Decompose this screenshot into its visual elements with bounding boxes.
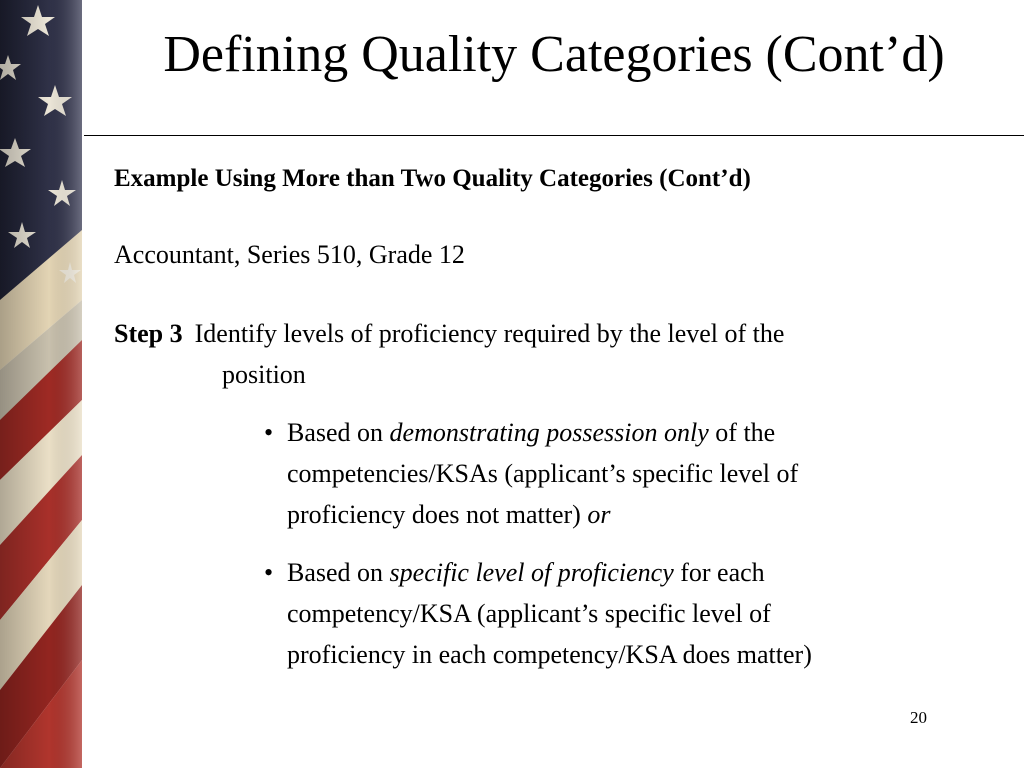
bullet-line (287, 412, 1004, 453)
bullet-line: proficiency in each competency/KSA does matter) (287, 640, 812, 669)
page-number: 20 (910, 708, 927, 727)
bullet-icon: • (264, 418, 274, 447)
step-line (114, 313, 1014, 354)
bullet-text (287, 552, 1004, 675)
bullet-line: competency/KSA (applicant’s specific level of (287, 599, 771, 628)
bullet-emphasis: demonstrating possession only (389, 418, 709, 447)
bullet-text-segment: of the (708, 418, 776, 447)
bullet-line: competencies/KSAs (applicant’s specific level of (287, 459, 799, 488)
bullet-text-segment: Based on (287, 418, 390, 447)
bullet-text (287, 412, 1004, 535)
job-description: Accountant, Series 510, Grade 12 (114, 240, 465, 269)
step-text-continued: position (222, 360, 306, 389)
bullet-item (264, 552, 1004, 675)
american-flag-image (0, 0, 82, 768)
slide-title: Defining Quality Categories (Cont’d) (163, 26, 945, 83)
bullet-line (287, 494, 1004, 535)
bullet-item (264, 412, 1004, 535)
bullet-icon: • (264, 558, 274, 587)
bullet-text-segment: proficiency does not matter) (287, 500, 588, 529)
step-label: Step 3 (114, 319, 183, 348)
bullet-text-segment: Based on (287, 558, 390, 587)
bullet-emphasis: specific level of proficiency (389, 558, 674, 587)
title-divider (84, 135, 1024, 136)
bullet-emphasis: or (587, 500, 611, 529)
bullet-line (287, 552, 1004, 593)
step-block (114, 313, 1014, 395)
step-text: Identify levels of proficiency required by the level of the (194, 319, 785, 348)
bullet-text-segment: for each (673, 558, 765, 587)
example-heading: Example Using More than Two Quality Categories (Cont’d) (114, 165, 751, 192)
